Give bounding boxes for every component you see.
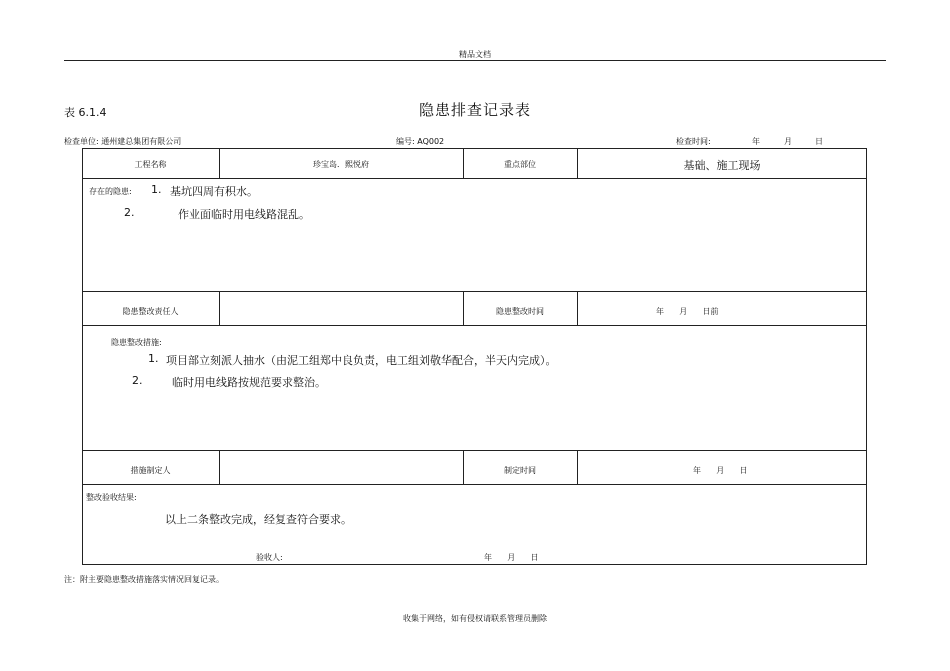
make-time-label: 制定时间 [504, 466, 536, 475]
hazard-1-text: 基坑四周有积水。 [170, 185, 258, 198]
col-divider [219, 450, 220, 484]
col-divider [577, 291, 578, 325]
rectify-time-label: 隐患整改时间 [496, 307, 544, 316]
record-code: 编号: AQ002 [396, 137, 445, 146]
inspect-year: 年 [752, 137, 760, 146]
acceptance-result: 以上二条整改完成，经复查符合要求。 [165, 513, 352, 526]
col-divider [577, 450, 578, 484]
inspect-time-label: 检查时间: [676, 137, 711, 146]
rectify-person-label: 隐患整改责任人 [122, 307, 179, 316]
hazard-1-number: 1. [151, 183, 162, 196]
hazards-label: 存在的隐患: [89, 187, 132, 196]
col-divider [219, 291, 220, 325]
hazard-2-number: 2. [124, 206, 135, 219]
row-divider [82, 178, 867, 179]
key-part-label: 重点部位 [504, 160, 536, 169]
inspect-month: 月 [784, 137, 792, 146]
measure-1-text: 项目部立刻派人抽水（由泥工组郑中良负责，电工组刘敬华配合，半天内完成）。 [166, 354, 557, 367]
row-divider [82, 291, 867, 292]
row-divider [82, 325, 867, 326]
table-number: 表 6.1.4 [64, 106, 107, 119]
project-name-value: 珍宝岛．熙悦府 [313, 160, 369, 169]
table-note: 注：附主要隐患整改措施落实情况回复记录。 [64, 575, 224, 584]
hazard-2-text: 作业面临时用电线路混乱。 [178, 208, 310, 221]
row-divider [82, 484, 867, 485]
page-header: 精品文档 [459, 50, 491, 59]
row-divider [82, 450, 867, 451]
measures-label: 隐患整改措施: [111, 338, 162, 347]
measure-2-number: 2. [132, 374, 143, 387]
acceptance-label: 整改验收结果: [86, 493, 137, 502]
page-footer: 收集于网络，如有侵权请联系管理员删除 [403, 614, 547, 623]
measure-1-number: 1. [148, 352, 159, 365]
rectify-time-value: 年 月 日前 [656, 307, 719, 316]
project-name-label: 工程名称 [134, 160, 167, 169]
header-rule [64, 60, 886, 61]
measure-maker-label: 措施制定人 [130, 466, 171, 475]
inspect-unit: 检查单位: 通州建总集团有限公司 [64, 137, 182, 146]
acceptor-label: 验收人: [256, 553, 283, 562]
key-part-value: 基础、施工现场 [683, 159, 761, 172]
measure-2-text: 临时用电线路按规范要求整治。 [172, 376, 326, 389]
make-time-value: 年 月 日 [693, 466, 748, 475]
acceptance-date: 年 月 日 [484, 553, 539, 562]
page-title: 隐患排查记录表 [418, 101, 531, 119]
inspect-day: 日 [815, 137, 823, 146]
